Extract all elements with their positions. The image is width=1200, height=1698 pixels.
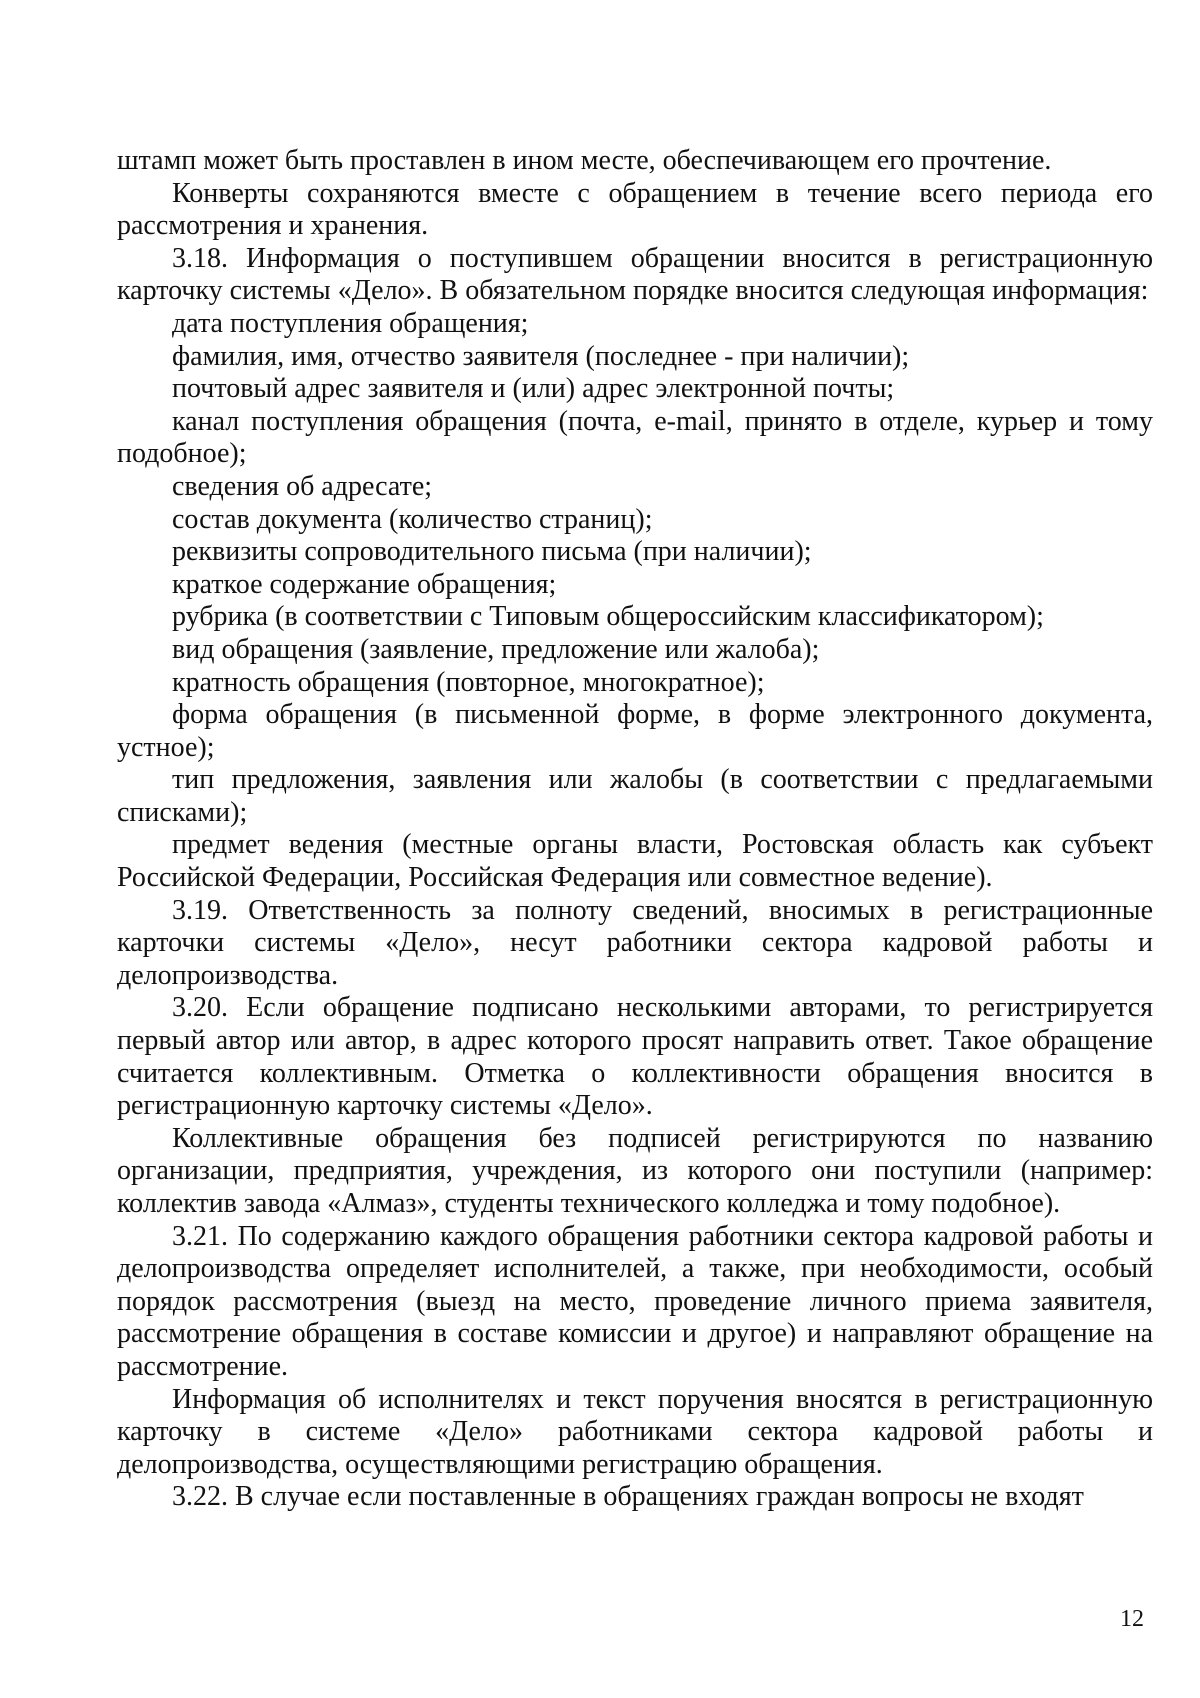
- list-item: фамилия, имя, отчество заявителя (последнее - при наличии);: [172, 340, 910, 372]
- document-body: [117, 145, 1153, 1514]
- paragraph: 3.19. Ответственность за полноту сведений, вносимых в регистрационные карточки системы «Дело», несут работники сектора кадровой работы и делопроизводства.: [117, 894, 1153, 991]
- list-item: форма обращения (в письменной форме, в форме электронного документа, устное);: [117, 699, 1153, 763]
- list-item: состав документа (количество страниц);: [172, 503, 653, 535]
- list-item: кратность обращения (повторное, многократное);: [172, 666, 765, 698]
- list-item: рубрика (в соответствии с Типовым общероссийским классификатором);: [172, 601, 1044, 633]
- list-item: канал поступления обращения (почта, e-mail, принято в отделе, курьер и тому подобное);: [117, 405, 1153, 470]
- paragraph: Информация об исполнителях и текст поручения вносятся в регистрационную карточку в системе «Дело» работниками сектора кадровой работы и делопроизводства, осуществляющими регистрацию обращения.: [117, 1383, 1153, 1480]
- paragraph: Коллективные обращения без подписей регистрируются по названию организации, предприятия, учреждения, из которого они поступили (например: коллектив завода «Алмаз», студенты технического колледжа и тому подобное).: [117, 1122, 1153, 1219]
- list-item: дата поступления обращения;: [172, 307, 529, 339]
- list-item: краткое содержание обращения;: [172, 568, 557, 600]
- page-number: 12: [1120, 1606, 1144, 1632]
- list-item: реквизиты сопроводительного письма (при наличии);: [172, 536, 812, 568]
- paragraph: 3.18. Информация о поступившем обращении вносится в регистрационную карточку системы «Дело». В обязательном порядке вносится следующая информация:: [117, 242, 1153, 307]
- paragraph: Конверты сохраняются вместе с обращением в течение всего периода его рассмотрения и хранения.: [117, 177, 1153, 242]
- paragraph: 3.22. В случае если поставленные в обращениях граждан вопросы не входят: [172, 1481, 1084, 1513]
- list-item: тип предложения, заявления или жалобы (в соответствии с предлагаемыми списками);: [117, 764, 1153, 828]
- list-item: вид обращения (заявление, предложение или жалоба);: [172, 633, 820, 665]
- list-item: почтовый адрес заявителя и (или) адрес электронной почты;: [172, 373, 895, 405]
- list-item: сведения об адресате;: [172, 470, 433, 502]
- paragraph: штамп может быть проставлен в ином месте, обеспечивающем его прочтение.: [117, 145, 1052, 176]
- paragraph: 3.20. Если обращение подписано несколькими авторами, то регистрируется первый автор или автор, в адрес которого просят направить ответ. Такое обращение считается коллективным. Отметка о коллективности обращения вносится в регистрационную карточку системы «Дело».: [117, 992, 1153, 1122]
- list-item: предмет ведения (местные органы власти, Ростовская область как субъект Российской Федерации, Российская Федерация или совместное ведение).: [117, 829, 1153, 894]
- paragraph: 3.21. По содержанию каждого обращения работники сектора кадровой работы и делопроизводства определяет исполнителей, а также, при необходимости, особый порядок рассмотрения (выезд на место, проведение личного приема заявителя, рассмотрение обращения в составе комиссии и другое) и направляют обращение на рассмотрение.: [117, 1220, 1153, 1382]
